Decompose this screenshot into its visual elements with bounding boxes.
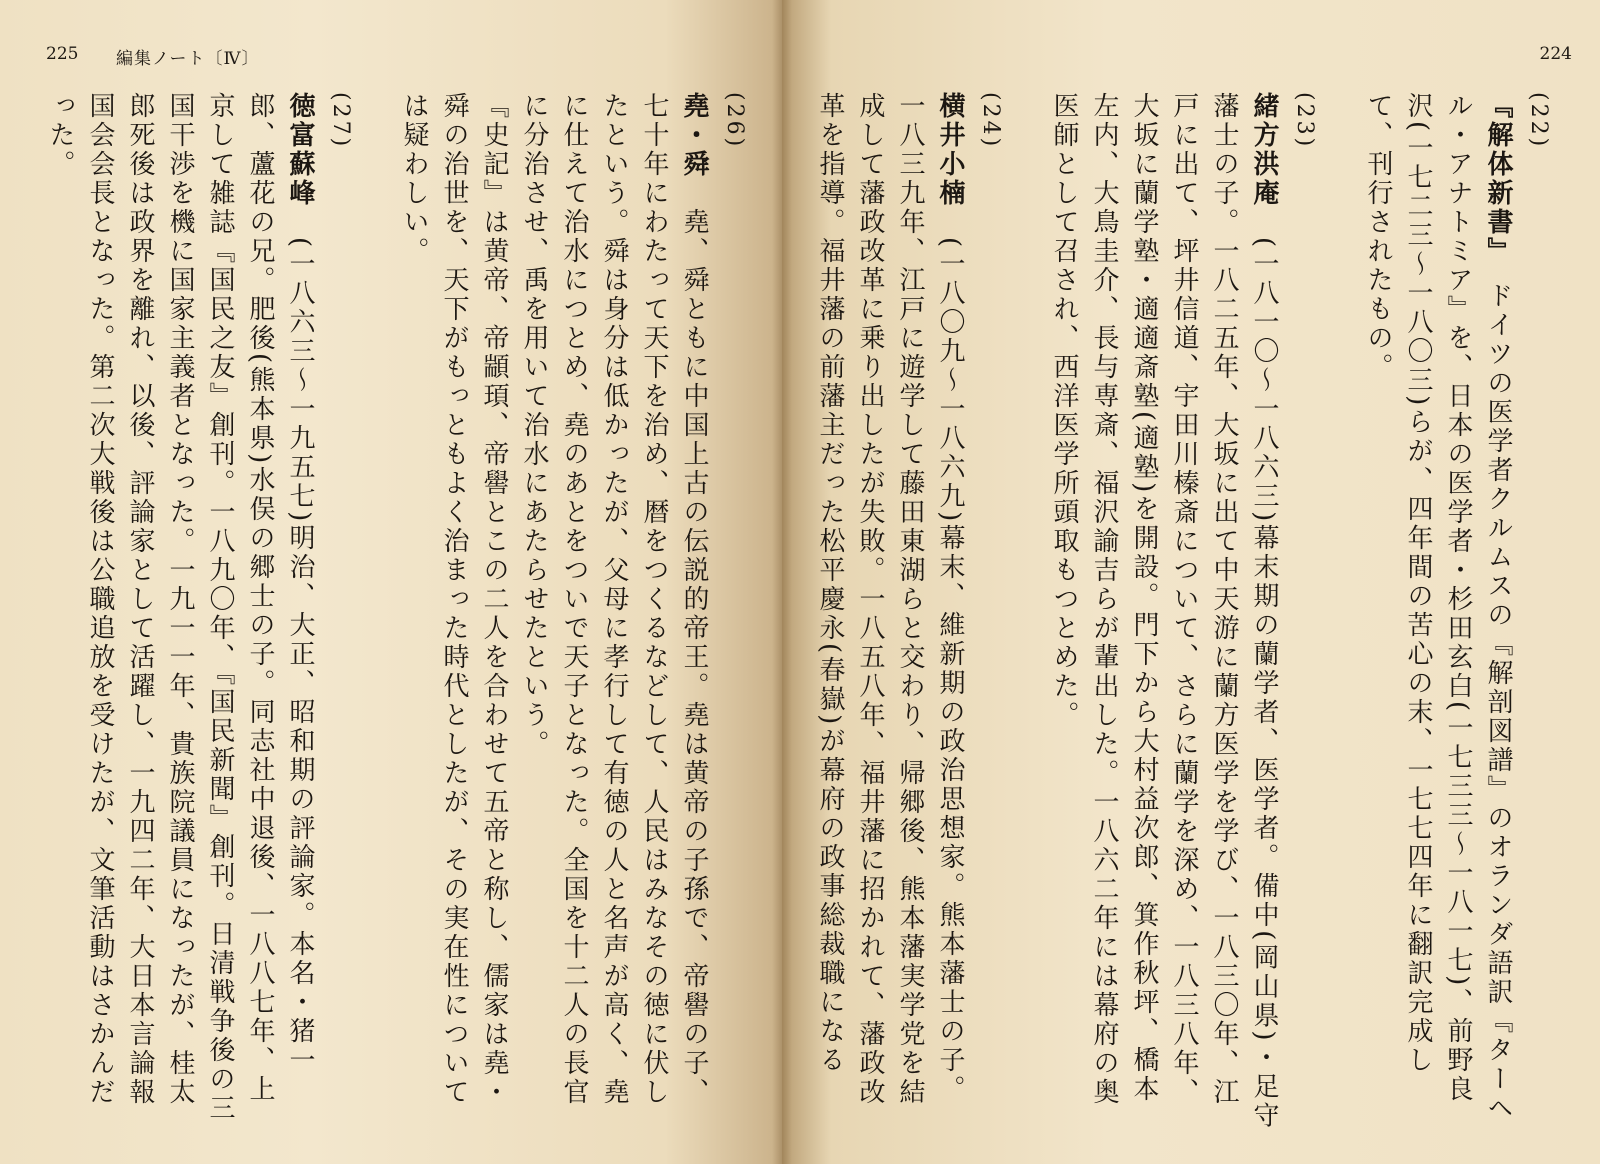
note-heading: 『解体新書』 (1483, 92, 1513, 253)
note-body: (一八六三〜一九五七)明治、大正、昭和期の評論家。本名・猪一郎、蘆花の兄。肥後(熊本県)水俣の郷士の子。同志社中退後、一八八七年、上京して雑誌『国民之友』創刊。一八九〇年、『国民新聞』創刊。日清戦争後の三国干渉を機に国家主義者となった。一九一一年、貴族院議員になったが、桂太郎死後は政界を離れ、以後、評論家として活躍し、一九四二年、大日本言論報国会会長となった。第二次大戦後は公職追放を受けたが、文筆活動はさかんだった。 (45, 92, 315, 1123)
note-number: (22) (1526, 92, 1551, 150)
note-heading: 横井小楠 (935, 92, 965, 208)
note-number: (26) (722, 92, 747, 150)
note-body: (一八一〇〜一八六三)幕末期の蘭学者、医学者。備中(岡山県)・足守藩士の子。一八二五年、大坂に出て中天游に蘭方医学を学び、一八三〇年、江戸に出て、坪井信道、宇田川榛斎について、さらに蘭学を深め、一八三八年、大坂に蘭学塾・適適斎塾(適塾)を開設。門下から大村益次郎、箕作秋坪、橋本左内、大鳥圭介、長与専斎、福沢諭吉らが輩出した。一八六二年には幕府の奥医師として召され、西洋医学所頭取もつとめた。 (1049, 92, 1279, 1131)
note-heading: 緒方洪庵 (1249, 92, 1279, 208)
note-27 (40, 92, 360, 1132)
note-26 (394, 92, 754, 1132)
book-gutter (772, 0, 792, 1164)
note-24 (813, 92, 1010, 1132)
note-number: (23) (1292, 92, 1317, 150)
note-body: (一八〇九〜一八六九)幕末、維新期の政治思想家。熊本藩士の子。一八三九年、江戸に遊学して藤田東湖らと交わり、帰郷後、熊本藩実学党を結成して藩政改革に乗り出したが失敗。一八五八年、福井藩に招かれて、藩政改革を指導。福井藩の前藩主だった松平慶永(春嶽)が幕府の政事総裁職になる (815, 92, 965, 1107)
note-heading: 堯・舜 (679, 92, 709, 179)
note-number: (27) (328, 92, 353, 150)
right-page-number: 224 (1539, 44, 1572, 64)
left-page-text (19, 92, 754, 1132)
note-body-continued: 『史記』は黄帝、帝顓頊、帝嚳とこの二人を合わせて五帝と称し、儒家は堯・舜の治世を、天下がもっともよく治まった時代としたが、その実在性については疑わしい。 (399, 92, 509, 1107)
note-body: 堯、舜ともに中国上古の伝説的帝王。堯は黄帝の子孫で、帝嚳の子、七十年にわたって天下を治め、暦をつくるなどして、人民はみなその徳に伏したという。舜は身分は低かったが、父母に孝行して有徳の人と名声が高く、堯に仕えて治水につとめ、堯のあとをついで天子となった。全国を十二人の長官に分治させ、禹を用いて治水にあたらせたという。 (519, 92, 709, 1107)
note-heading: 徳富蘇峰 (285, 92, 315, 208)
running-title: 編集ノート〔Ⅳ〕 (116, 49, 260, 69)
note-23 (1044, 92, 1324, 1132)
note-body: ドイツの医学者クルムスの『解剖図譜』のオランダ語訳『ターヘル・アナトミア』を、日本の医学者・杉田玄白(一七三三〜一八一七)、前野良沢(一七二三〜一八〇三)らが、四年間の苦心の末、一七七四年に翻訳完成して、刊行されたもの。 (1363, 92, 1513, 1123)
note-number: (24) (978, 92, 1003, 150)
right-page (782, 0, 1600, 1164)
left-page (0, 0, 782, 1164)
right-page-text (813, 92, 1558, 1132)
note-22 (1358, 92, 1558, 1132)
left-page-number: 225 (46, 44, 79, 64)
